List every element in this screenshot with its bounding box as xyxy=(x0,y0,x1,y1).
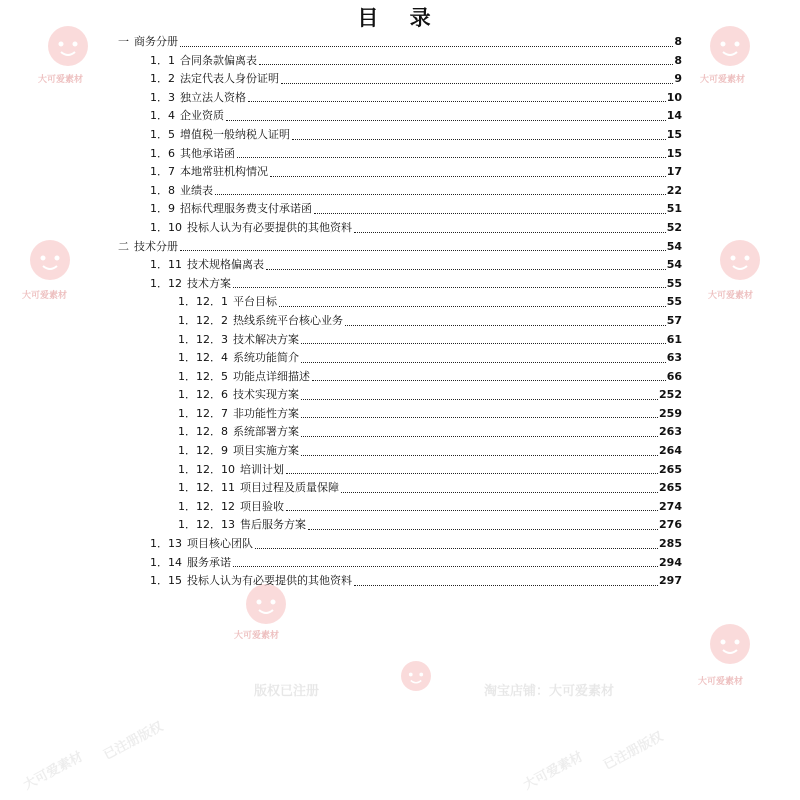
toc-page-number: 55 xyxy=(666,295,682,309)
toc-entry-title: 功能点详细描述 xyxy=(233,369,310,383)
toc-entry-label xyxy=(178,368,311,387)
toc-leader-dots xyxy=(286,509,658,511)
toc-entry-title: 服务承诺 xyxy=(187,555,231,569)
toc-entry-number: 1．12．4 xyxy=(178,351,228,365)
toc-leader-dots xyxy=(354,231,666,233)
toc-entry-label xyxy=(150,126,291,145)
toc-leader-dots xyxy=(308,528,658,530)
table-of-contents xyxy=(118,33,682,591)
toc-page-number: 265 xyxy=(659,462,682,476)
toc-entry-number: 1．12．3 xyxy=(178,332,228,346)
toc-entry-number: 1．12．6 xyxy=(178,388,228,402)
toc-entry-number: 1．13 xyxy=(150,537,182,551)
toc-leader-dots xyxy=(237,156,666,158)
toc-entry-label xyxy=(150,554,232,573)
toc-entry-number: 1．12 xyxy=(150,276,182,290)
toc-entry-title: 技术实现方案 xyxy=(233,388,299,402)
toc-entry-label xyxy=(178,312,344,331)
toc-entry-title: 法定代表人身份证明 xyxy=(180,72,279,86)
toc-entry-title: 项目核心团队 xyxy=(187,537,253,551)
toc-entry-number: 1．12．5 xyxy=(178,369,228,383)
toc-leader-dots xyxy=(180,249,666,251)
toc-entry-label xyxy=(150,182,214,201)
toc-entry[interactable] xyxy=(118,52,682,71)
toc-entry-label xyxy=(178,331,300,350)
page-title: 目 录 xyxy=(357,5,443,30)
toc-entry-title: 投标人认为有必要提供的其他资料 xyxy=(187,574,352,588)
toc-entry-title: 其他承诺函 xyxy=(180,146,235,160)
toc-page-number: 252 xyxy=(659,388,682,402)
watermark-diagonal: 大可爱素材 xyxy=(521,749,586,794)
toc-entry-label xyxy=(178,386,300,405)
toc-entry-number: 1．12．8 xyxy=(178,425,228,439)
toc-leader-dots xyxy=(281,82,673,84)
toc-page-number: 66 xyxy=(666,369,682,383)
toc-entry-title: 项目过程及质量保障 xyxy=(240,481,339,495)
toc-page-number: 294 xyxy=(659,555,682,569)
toc-entry-title: 项目实施方案 xyxy=(233,444,299,458)
toc-entry-number: 1．4 xyxy=(150,109,175,123)
toc-entry-number: 1．12．12 xyxy=(178,499,235,513)
toc-entry-label xyxy=(178,516,307,535)
toc-entry-title: 项目验收 xyxy=(240,499,284,513)
toc-leader-dots xyxy=(301,454,658,456)
toc-entry[interactable] xyxy=(118,107,682,126)
toc-entry[interactable] xyxy=(118,461,682,480)
toc-leader-dots xyxy=(301,398,658,400)
toc-entry-number: 1．1 xyxy=(150,53,175,67)
toc-leader-dots xyxy=(180,45,673,47)
toc-leader-dots xyxy=(266,268,666,270)
toc-entry-title: 招标代理服务费支付承诺函 xyxy=(180,202,312,216)
toc-entry-title: 非功能性方案 xyxy=(233,406,299,420)
toc-entry-number: 1．10 xyxy=(150,220,182,234)
toc-entry-label xyxy=(178,423,300,442)
toc-entry[interactable] xyxy=(118,368,682,387)
toc-leader-dots xyxy=(345,324,666,326)
watermark-logo-icon xyxy=(716,236,764,284)
toc-entry-title: 技术解决方案 xyxy=(233,332,299,346)
toc-leader-dots xyxy=(270,175,666,177)
toc-entry-number: 1．8 xyxy=(150,183,175,197)
toc-entry-label xyxy=(150,70,280,89)
watermark-logo-icon xyxy=(26,236,74,284)
toc-entry[interactable] xyxy=(118,331,682,350)
toc-leader-dots xyxy=(286,472,658,474)
toc-leader-dots xyxy=(301,361,666,363)
toc-entry[interactable] xyxy=(118,89,682,108)
toc-page-number: 263 xyxy=(659,425,682,439)
toc-entry[interactable] xyxy=(118,498,682,517)
toc-entry-label xyxy=(150,200,313,219)
toc-entry-title: 技术规格偏离表 xyxy=(187,258,264,272)
toc-page-number: 17 xyxy=(666,165,682,179)
toc-page-number: 276 xyxy=(659,518,682,532)
toc-entry-number: 二 xyxy=(118,239,129,253)
toc-entry-label xyxy=(150,163,269,182)
watermark-brand: 大可爱素材 xyxy=(708,291,754,301)
toc-leader-dots xyxy=(301,416,658,418)
toc-entry-number: 1．5 xyxy=(150,127,175,141)
toc-entry-title: 投标人认为有必要提供的其他资料 xyxy=(187,220,352,234)
toc-entry[interactable] xyxy=(118,479,682,498)
toc-leader-dots xyxy=(259,63,673,65)
toc-entry-label xyxy=(150,107,225,126)
toc-entry-label xyxy=(150,219,353,238)
toc-entry[interactable] xyxy=(118,312,682,331)
watermark-brand: 大可爱素材 xyxy=(22,291,68,301)
toc-leader-dots xyxy=(215,193,666,195)
toc-entry-label xyxy=(178,498,285,517)
toc-entry[interactable] xyxy=(118,275,682,294)
toc-entry[interactable] xyxy=(118,70,682,89)
toc-page-number: 14 xyxy=(666,109,682,123)
watermark-brand: 大可爱素材 xyxy=(234,631,280,641)
toc-entry-title: 本地常驻机构情况 xyxy=(180,165,268,179)
toc-entry-label xyxy=(178,442,300,461)
toc-leader-dots xyxy=(312,379,666,381)
toc-entry-label xyxy=(150,535,254,554)
toc-page-number: 57 xyxy=(666,313,682,327)
toc-entry-title: 培训计划 xyxy=(240,462,284,476)
watermark-logo-icon xyxy=(398,658,434,694)
toc-page-number: 22 xyxy=(666,183,682,197)
toc-entry[interactable] xyxy=(118,572,682,591)
toc-entry-number: 1．12．7 xyxy=(178,406,228,420)
toc-entry-number: 1．2 xyxy=(150,72,175,86)
toc-entry-number: 1．15 xyxy=(150,574,182,588)
toc-entry[interactable] xyxy=(118,349,682,368)
watermark-logo-icon xyxy=(706,620,754,668)
watermark-diagonal: 已注册版权 xyxy=(101,719,166,764)
toc-leader-dots xyxy=(292,138,666,140)
toc-entry[interactable] xyxy=(118,33,682,52)
toc-page-number: 264 xyxy=(659,444,682,458)
toc-entry[interactable] xyxy=(118,442,682,461)
toc-entry-label xyxy=(178,405,300,424)
toc-entry-number: 1．12．10 xyxy=(178,462,235,476)
watermark-brand: 大可爱素材 xyxy=(38,75,84,85)
toc-page-number: 51 xyxy=(666,202,682,216)
toc-entry-label xyxy=(150,52,258,71)
toc-entry-label xyxy=(150,256,265,275)
watermark-brand: 大可爱素材 xyxy=(698,677,744,687)
toc-entry-number: 1．11 xyxy=(150,258,182,272)
toc-entry[interactable] xyxy=(118,423,682,442)
toc-entry-title: 业绩表 xyxy=(180,183,213,197)
toc-entry-title: 商务分册 xyxy=(134,35,178,48)
toc-entry-label xyxy=(150,145,236,164)
toc-entry-number: 1．14 xyxy=(150,555,182,569)
toc-entry-number: 1．7 xyxy=(150,165,175,179)
watermark-diagonal: 大可爱素材 xyxy=(21,749,86,794)
toc-leader-dots xyxy=(233,286,666,288)
toc-page-number: 52 xyxy=(666,220,682,234)
toc-leader-dots xyxy=(233,565,658,567)
toc-entry-label xyxy=(150,572,353,591)
toc-entry-label xyxy=(118,238,179,257)
toc-entry-title: 系统部署方案 xyxy=(233,425,299,439)
toc-leader-dots xyxy=(255,547,658,549)
toc-page-number: 259 xyxy=(659,406,682,420)
toc-entry-number: 1．9 xyxy=(150,202,175,216)
toc-entry[interactable] xyxy=(118,535,682,554)
watermark-shop: 淘宝店铺：大可爱素材 xyxy=(484,684,615,699)
toc-leader-dots xyxy=(301,435,658,437)
toc-entry-label xyxy=(118,33,179,52)
toc-page-number: 285 xyxy=(659,537,682,551)
toc-page-number: 54 xyxy=(666,258,682,272)
toc-entry[interactable] xyxy=(118,182,682,201)
toc-leader-dots xyxy=(314,212,666,214)
toc-entry-label xyxy=(150,89,247,108)
toc-page-number: 265 xyxy=(659,481,682,495)
watermark-copyright: 版权已注册 xyxy=(254,684,320,699)
toc-entry[interactable] xyxy=(118,145,682,164)
toc-page-number: 15 xyxy=(666,146,682,160)
toc-entry-number: 1．6 xyxy=(150,146,175,160)
toc-entry-label xyxy=(178,461,285,480)
toc-entry-number: 1．3 xyxy=(150,90,175,104)
toc-page-number: 63 xyxy=(666,351,682,365)
toc-page-number: 54 xyxy=(666,239,682,253)
toc-leader-dots xyxy=(301,342,666,344)
toc-leader-dots xyxy=(248,100,666,102)
watermark-brand: 大可爱素材 xyxy=(700,75,746,85)
toc-entry-title: 售后服务方案 xyxy=(240,518,306,532)
toc-entry[interactable] xyxy=(118,516,682,535)
toc-page-number: 8 xyxy=(674,35,682,48)
toc-entry[interactable] xyxy=(118,219,682,238)
toc-page-number: 15 xyxy=(666,127,682,141)
toc-page-number: 274 xyxy=(659,499,682,513)
toc-entry-label xyxy=(178,349,300,368)
toc-page-number: 297 xyxy=(659,574,682,588)
toc-entry-title: 平台目标 xyxy=(233,295,277,309)
toc-leader-dots xyxy=(226,119,666,121)
toc-entry-label xyxy=(150,275,232,294)
toc-entry-title: 技术分册 xyxy=(134,239,178,253)
watermark-diagonal: 已注册版权 xyxy=(601,729,666,774)
toc-page-number: 9 xyxy=(674,72,682,86)
toc-entry-label xyxy=(178,479,340,498)
toc-entry[interactable] xyxy=(118,405,682,424)
toc-entry-number: 一 xyxy=(118,35,129,48)
toc-entry-title: 企业资质 xyxy=(180,109,224,123)
toc-entry-title: 热线系统平台核心业务 xyxy=(233,313,343,327)
toc-entry[interactable] xyxy=(118,163,682,182)
toc-entry[interactable] xyxy=(118,554,682,573)
toc-page-number: 10 xyxy=(666,90,682,104)
toc-leader-dots xyxy=(354,584,658,586)
toc-entry-number: 1．12．11 xyxy=(178,481,235,495)
toc-entry-number: 1．12．13 xyxy=(178,518,235,532)
toc-entry[interactable] xyxy=(118,200,682,219)
toc-entry-title: 系统功能简介 xyxy=(233,351,299,365)
toc-leader-dots xyxy=(279,305,666,307)
toc-entry[interactable] xyxy=(118,126,682,145)
toc-entry-title: 独立法人资格 xyxy=(180,90,246,104)
toc-page-number: 61 xyxy=(666,332,682,346)
toc-entry[interactable] xyxy=(118,386,682,405)
toc-entry-number: 1．12．9 xyxy=(178,444,228,458)
toc-page-number: 8 xyxy=(674,53,682,67)
toc-entry-number: 1．12．2 xyxy=(178,313,228,327)
toc-entry[interactable] xyxy=(118,238,682,257)
toc-entry[interactable] xyxy=(118,293,682,312)
toc-leader-dots xyxy=(341,491,658,493)
toc-entry-number: 1．12．1 xyxy=(178,295,228,309)
toc-entry-title: 增值税一般纳税人证明 xyxy=(180,127,290,141)
toc-entry-label xyxy=(178,293,278,312)
toc-entry-title: 合同条款偏离表 xyxy=(180,53,257,67)
toc-page-number: 55 xyxy=(666,276,682,290)
toc-entry[interactable] xyxy=(118,256,682,275)
toc-entry-title: 技术方案 xyxy=(187,276,231,290)
